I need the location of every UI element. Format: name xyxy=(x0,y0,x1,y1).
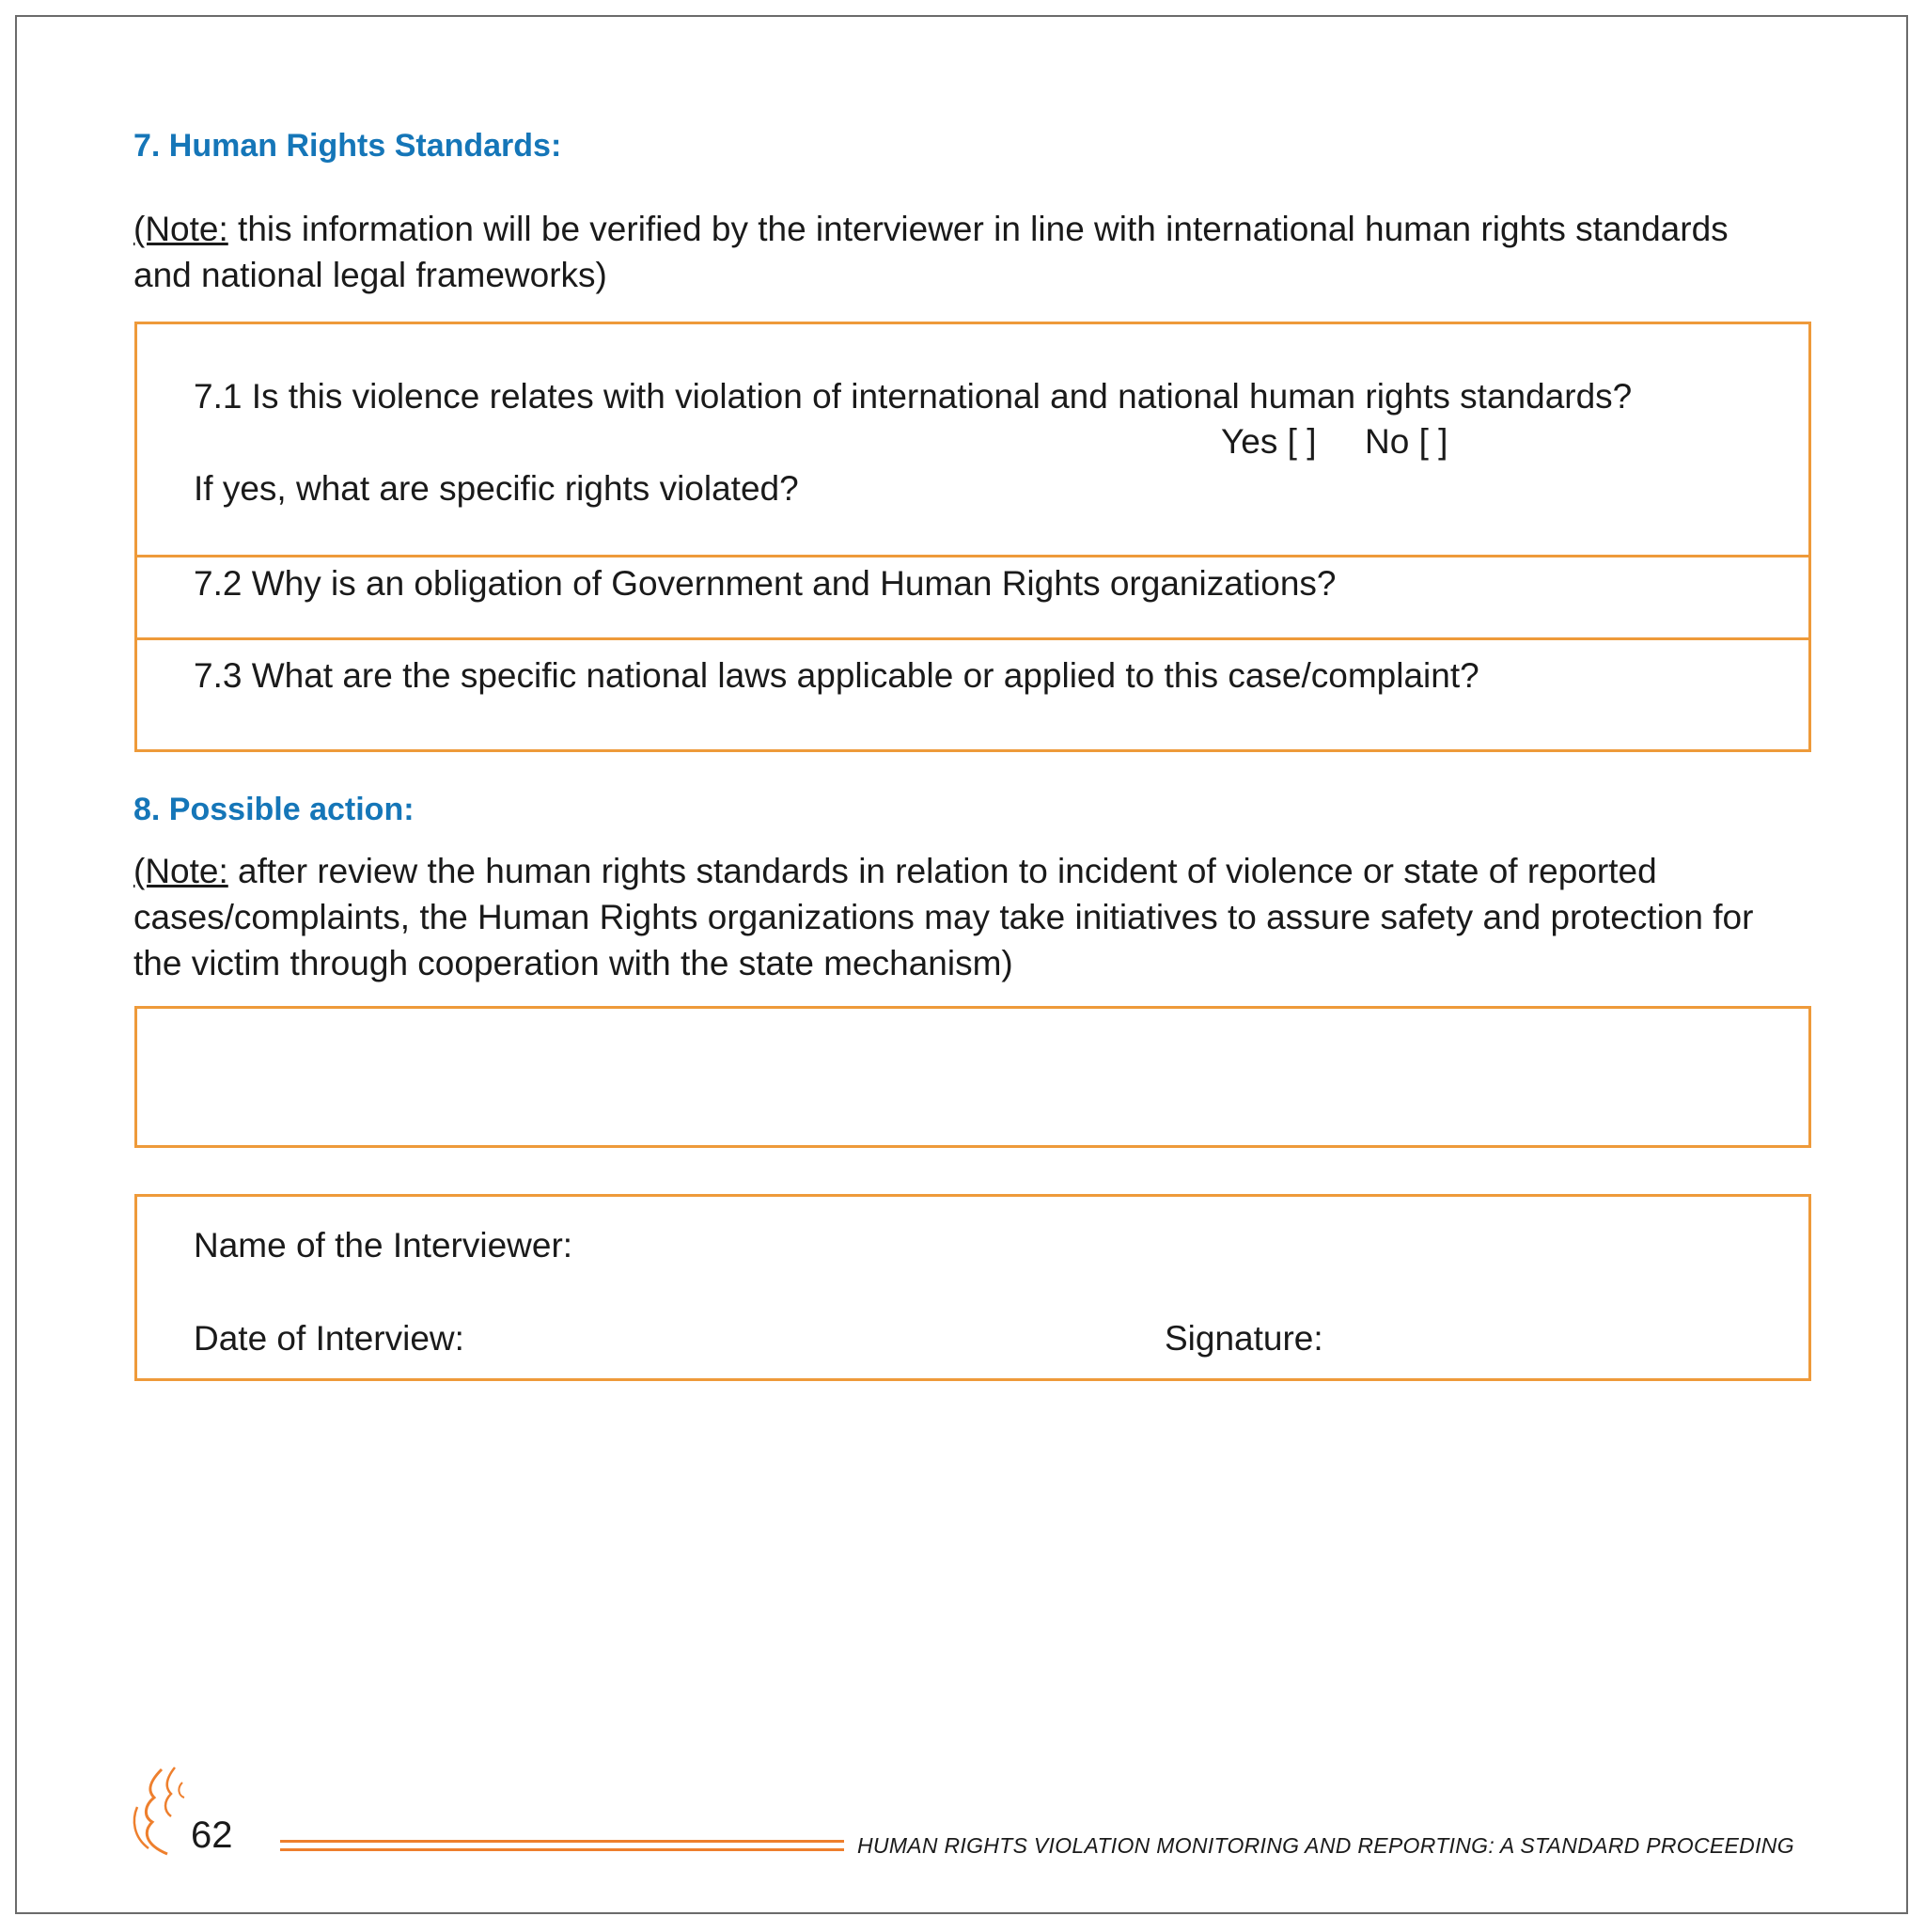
human-rights-questions-box xyxy=(134,322,1811,752)
signature-label: Signature: xyxy=(1165,1319,1323,1358)
footer-rule-bottom xyxy=(280,1848,844,1851)
organization-logo-icon xyxy=(130,1764,196,1858)
footer-rule-top xyxy=(280,1840,844,1843)
section-7-heading: 7. Human Rights Standards: xyxy=(133,128,562,164)
yes-checkbox[interactable]: Yes [ ] xyxy=(1221,422,1317,461)
question-7-3: 7.3 What are the specific national laws applicable or applied to this case/complaint? xyxy=(194,656,1479,695)
section-7-note-label: (Note: xyxy=(133,210,228,248)
page-number: 62 xyxy=(191,1814,233,1856)
question-7-2-row[interactable] xyxy=(137,555,1808,637)
question-7-1-row[interactable] xyxy=(137,324,1808,555)
question-7-3-row[interactable] xyxy=(137,637,1808,749)
section-7-note xyxy=(133,206,1769,298)
no-checkbox[interactable]: No [ ] xyxy=(1365,422,1448,461)
section-7-note-text: this information will be verified by the interviewer in line with international human rights standards and national legal frameworks) xyxy=(133,210,1729,294)
question-7-1: 7.1 Is this violence relates with violation of international and national human rights standards? xyxy=(194,377,1633,416)
possible-action-box[interactable] xyxy=(134,1006,1811,1148)
interviewer-box xyxy=(134,1194,1811,1381)
question-7-1-followup: If yes, what are specific rights violated? xyxy=(194,469,799,508)
interviewer-name-label: Name of the Interviewer: xyxy=(194,1226,573,1264)
interview-date-label: Date of Interview: xyxy=(194,1319,464,1358)
section-8-note xyxy=(133,848,1769,986)
section-8-note-label: (Note: xyxy=(133,852,228,890)
section-8-note-text: after review the human rights standards in relation to incident of violence or state of reported cases/complaints, the Human Rights organizations may take initiatives to assure safety and protection for the victim through cooperation with the state mechanism) xyxy=(133,852,1754,982)
question-7-2: 7.2 Why is an obligation of Government and Human Rights organizations? xyxy=(194,564,1337,603)
footer-publication-title: HUMAN RIGHTS VIOLATION MONITORING AND REPORTING: A STANDARD PROCEEDING xyxy=(857,1833,1794,1858)
section-8-heading: 8. Possible action: xyxy=(133,792,415,827)
